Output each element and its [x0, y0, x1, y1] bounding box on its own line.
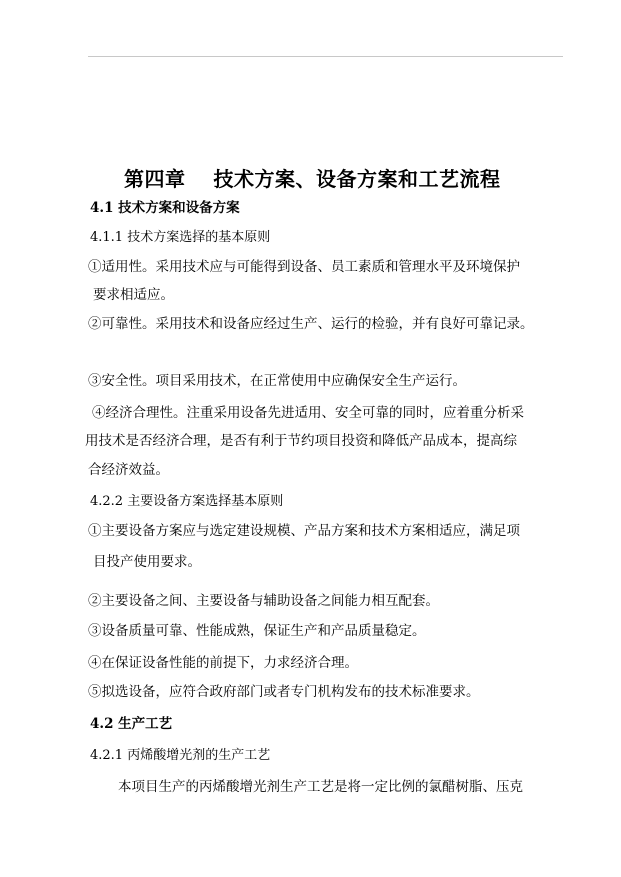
paragraph-line: 目投产使用要求。: [93, 554, 201, 570]
section-heading: 4.2 生产工艺: [90, 716, 173, 732]
subsection-heading: 4.2.1 丙烯酸增光剂的生产工艺: [90, 748, 271, 763]
paragraph-line: 本项目生产的丙烯酸增光剂生产工艺是将一定比例的氯醋树脂、压克: [118, 779, 523, 795]
paragraph-line: ④在保证设备性能的前提下，力求经济合理。: [88, 655, 358, 671]
chapter-title: [124, 163, 501, 192]
paragraph-line: ①适用性。采用技术应与可能得到设备、员工素质和管理水平及环境保护: [88, 259, 520, 275]
paragraph-line: 用技术是否经济合理，是否有利于节约项目投资和降低产品成本，提高综: [85, 433, 517, 449]
paragraph-line: ⑤拟选设备，应符合政府部门或者专门机构发布的技术标准要求。: [88, 684, 480, 700]
chapter-heading-text: 技术方案、设备方案和工艺流程: [213, 167, 501, 191]
paragraph-line: ③安全性。项目采用技术，在正常使用中应确保安全生产运行。: [88, 373, 466, 389]
chapter-number: 第四章: [124, 167, 186, 191]
paragraph-line: ①主要设备方案应与选定建设规模、产品方案和技术方案相适应，满足项: [88, 523, 520, 539]
paragraph-line: 要求相适应。: [93, 287, 174, 303]
subsection-heading: 4.2.2 主要设备方案选择基本原则: [90, 494, 284, 509]
paragraph-line: ③设备质量可靠、性能成熟，保证生产和产品质量稳定。: [88, 623, 426, 639]
subsection-heading: 4.1.1 技术方案选择的基本原则: [90, 230, 271, 245]
paragraph-line: ④经济合理性。注重采用设备先进适用、安全可靠的同时，应着重分析采: [92, 405, 524, 421]
paragraph-line: ②可靠性。采用技术和设备应经过生产、运行的检验，并有良好可靠记录。: [88, 316, 534, 332]
paragraph-line: 合经济效益。: [88, 462, 169, 478]
header-rule: [88, 56, 563, 57]
section-heading: 4.1 技术方案和设备方案: [90, 200, 240, 216]
paragraph-line: ②主要设备之间、主要设备与辅助设备之间能力相互配套。: [88, 593, 439, 609]
